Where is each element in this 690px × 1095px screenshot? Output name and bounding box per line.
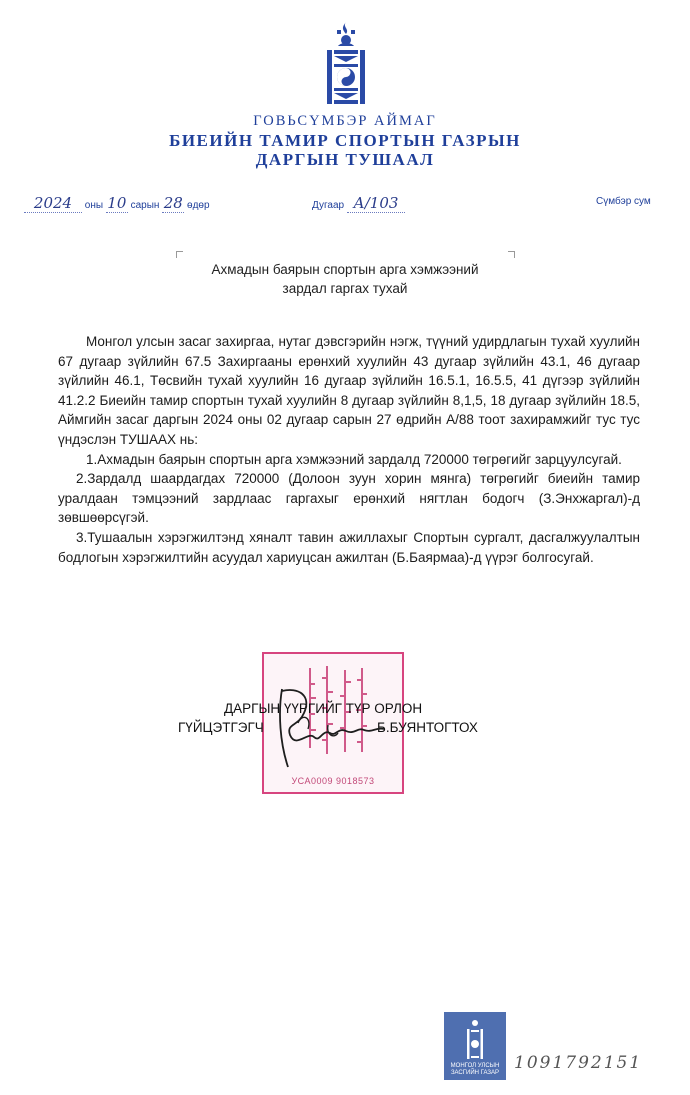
registration-scrawl: 1091792151 — [514, 1053, 643, 1073]
year-suffix: оны — [84, 200, 104, 211]
body-intro: Монгол улсын засаг захиргаа, нутаг дэвсгэрийн нэгж, түүний удирдлагын тухай хуулийн 67 дугаар зүйлийн 67.5 Захиргааны ерөнхий хуулийн 43 дугаар зүйлийн 43.1, 46 дугаар зүйлийн 46.1, Төсвийн тухай хуулийн 16 дугаар зүйлийн 16.5.1, 16.5.5, 41 дүгээр зүйлийн 41.2.2 Биеийн тамир спортын тухай хуулийн 8 дугаар зүйлийн 8,1,5, 18 дугаар зүйлийн 18.5, Аймгийн засаг даргын 2024 оны 02 дугаар сарын 27 өдрийн А/88 тоот захирамжийг тус тус үндэслэн ТУШААХ нь: — [58, 334, 640, 447]
subject-line-1: Ахмадын баярын спортын арга хэмжээний — [211, 262, 479, 277]
day-value: 28 — [163, 194, 183, 212]
handwritten-signature-icon — [268, 683, 428, 773]
month-suffix: сарын — [130, 200, 160, 211]
order-body — [58, 332, 640, 567]
subject-line-2: зардал гаргах тухай — [282, 281, 408, 296]
day-suffix: өдөр — [187, 200, 210, 211]
order-item-2: 2.Зардалд шаардагдах 720000 (Долоон зуун хорин мянга) төгрөгийг биеийн тамир уралдаан тэмцээний зардлаас гаргахыг ерөнхий нягтлан бодогч (З.Энхжаргал)-д зөвшөөрсүгэй. — [58, 471, 640, 526]
number-label: Дугаар — [312, 200, 345, 211]
month-value: 10 — [107, 194, 127, 212]
government-logo — [444, 1012, 506, 1080]
soyombo-small-icon — [466, 1018, 484, 1060]
logo-text-line-2: ЗАСГИЙН ГАЗАР — [450, 1070, 500, 1076]
number-value: А/103 — [347, 194, 405, 213]
order-item-1: 1.Ахмадын баярын спортын арга хэмжээний зардалд 720000 төгрөгийг зарцуулсугай. — [86, 451, 622, 467]
place: Сүмбэр сум — [596, 196, 651, 207]
signer-name: Б.БУЯНТОГТОХ — [377, 720, 478, 735]
organization-name: БИЕИЙН ТАМИР СПОРТЫН ГАЗРЫН — [169, 131, 521, 150]
order-item-3: 3.Тушаалын хэрэгжилтэнд хяналт тавин ажиллахыг Спортын сургалт, дасгалжуулалтын бодлогын хэрэгжилтийн асуудал хариуцсан ажилтан (Б.Баярмаа)-д үүрэг болгосугай. — [58, 529, 640, 565]
stamp-code: УСА0009 9018573 — [291, 776, 375, 786]
document-number — [312, 194, 405, 213]
document-type: ДАРГЫН ТУШААЛ — [255, 150, 435, 169]
subject-bracket-left — [176, 251, 183, 258]
subject-bracket-right — [508, 251, 515, 258]
year-value: 2024 — [24, 194, 82, 213]
date-line — [24, 194, 210, 213]
organization-province: ГОВЬСҮМБЭР АЙМАГ — [253, 113, 437, 129]
signer-title-line-1: ДАРГЫН ҮҮРГИЙГ ТҮР ОРЛОН — [224, 701, 423, 716]
signer-title-line-2: ГҮЙЦЭТГЭГЧ — [178, 720, 264, 735]
soyombo-emblem-icon — [323, 20, 369, 108]
logo-text-line-1: МОНГОЛ УЛСЫН — [450, 1063, 500, 1069]
